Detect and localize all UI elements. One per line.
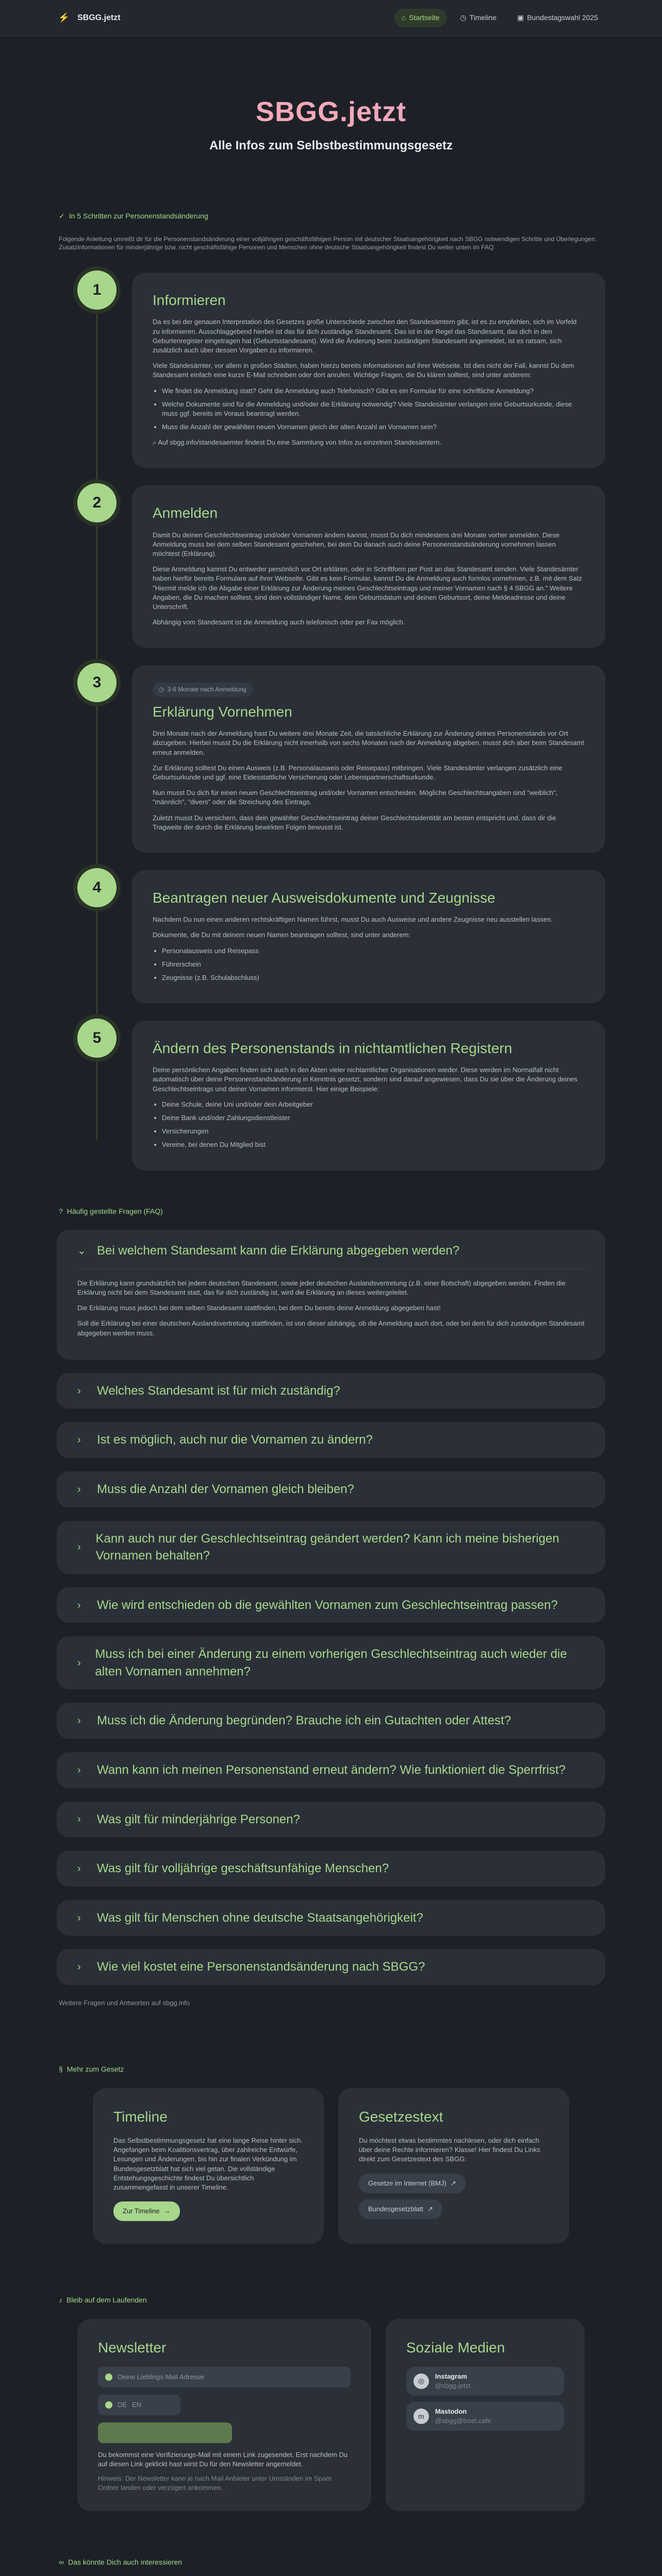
step-title: Anmelden: [153, 505, 218, 521]
time-chip: ◷ 3-6 Monate nach Anmeldung: [153, 683, 253, 697]
interest-section: [57, 2557, 605, 2576]
chevron-right-icon: ›: [77, 1657, 81, 1669]
bgbl-link-button[interactable]: Bundesgesetzblatt ↗: [359, 2199, 442, 2219]
list-item: • Führerschein: [162, 960, 585, 969]
step-text: Drei Monate nach der Anmeldung hast Du weitere drei Monate Zeit, die tatsächliche Erklärung zur Änderung deines Personenstands vor Ort abzugeben. Hierbei musst Du die Erklärung nicht innerhalb von sechs Monaten nach der Anmeldung abgeben, musst dich aber beim Standesamt erneut anmelden.: [153, 730, 584, 756]
step-text: Zuletzt musst Du versichern, dass dein gewählter Geschlechtseintrag deiner Geschlechtsidentität am besten entspricht und, dass dir die Tragweite der durch die Erklärung bewirkten Folgen bewusst ist.: [153, 814, 556, 831]
faq-item[interactable]: [57, 1851, 605, 1887]
step-5: [77, 1021, 605, 1171]
list-item: • Personalausweis und Reisepass: [162, 946, 585, 956]
chevron-right-icon: ›: [77, 1764, 81, 1776]
clock-icon: ◷: [159, 686, 164, 693]
nav-link-startseite[interactable]: ⌂ Startseite: [394, 9, 447, 27]
faq-question: Bei welchem Standesamt kann die Erklärung abgegeben werden?: [97, 1244, 460, 1258]
faq-item[interactable]: [57, 1521, 605, 1574]
tile-text: Du möchtest etwas bestimmtes nachlesen, oder dich einfach über deine Rechte informieren? Klasse! Hier findest Du Links direkt zum Gesetzestext des SBGG:: [359, 2137, 540, 2163]
step-card: [132, 665, 605, 853]
step-4: [77, 870, 605, 1003]
step-card: [132, 273, 605, 468]
faq-question: Was gilt für minderjährige Personen?: [97, 1812, 300, 1826]
list-item: • Vereine, bei denen Du Mitglied bist: [162, 1140, 585, 1149]
step-title: Ändern des Personenstands in nichtamtlichen Registern: [153, 1040, 512, 1057]
step-card: [132, 485, 605, 648]
faq-question: Muss ich bei einer Änderung zu einem vorherigen Geschlechtseintrag auch wieder die alten Vornamen annehmen?: [95, 1647, 567, 1679]
external-link-icon: ↗: [427, 2205, 433, 2213]
step-text: Viele Standesämter, vor allem in großen Städten, haben hierzu bereits Informationen auf ihrer Webseite. Ist dies nicht der Fall, kannst Du dem Standesamt einfach eine kurze E-Mail schreiben oder dort anrufen. Wichtige Fragen, die Du klären solltest, sind unter anderem:: [153, 362, 574, 379]
faq-item[interactable]: [57, 1422, 605, 1458]
step-title: Erklärung Vornehmen: [153, 704, 292, 720]
step-card: [132, 870, 605, 1003]
mastodon-icon: m: [413, 2409, 429, 2424]
newsletter-note: Hinweis: Der Newsletter kann je nach Mail Anbieter unter Umständen im Spam Ordner landen oder verzögert ankommen.: [98, 2475, 332, 2492]
list-item: • Zeugnisse (z.B. Schulabschluss): [162, 973, 585, 982]
chevron-right-icon: ›: [77, 1541, 81, 1553]
question-icon: ?: [59, 1207, 63, 1215]
step-1: [77, 273, 605, 468]
step-text: Zur Erklärung solltest Du einen Ausweis (z.B. Personalausweis oder Reisepass) mitbringen. Viele Standesämter verlangen zusätzlich eine Geburtsurkunde und ggf. eine Eidesstattliche Versicherung oder Lebenspartnerschaftsurkunde.: [153, 764, 562, 782]
nav-link-bundestagswahl[interactable]: ▣ Bundestagswahl 2025: [510, 9, 605, 27]
newsletter-tile: [77, 2319, 371, 2512]
faq-question: Ist es möglich, auch nur die Vornamen zu ändern?: [97, 1433, 373, 1447]
faq-question: Wann kann ich meinen Personenstand erneut ändern? Wie funktioniert die Sperrfrist?: [97, 1763, 566, 1777]
steps-section-title: ✓ In 5 Schritten zur Personenstandsänderung: [59, 211, 605, 222]
step-title: Beantragen neuer Ausweisdokumente und Zeugnisse: [153, 889, 495, 906]
step-text: Damit Du deinen Geschlechtseintrag und/oder Vornamen ändern kannst, musst Du dich mindestens drei Monate vorher anmelden. Diese Anmeldung muss bei dem selben Standesamt geschehen, bei dem Du danach auch deine Personenstandsänderung vornehmen lassen möchtest (Erklärung).: [153, 531, 560, 557]
clock-icon: ◷: [460, 13, 467, 22]
stay-section: [57, 2295, 605, 2512]
list-item: • Welche Dokumente sind für die Anmeldung und/oder die Erklärung notwendig? Viele Standesämter verlangen eine Geburtsurkunde, diese muss ggf. bereits im Voraus beantragt werden.: [162, 400, 585, 418]
timeline-tile: [93, 2088, 324, 2244]
list-item: • Versicherungen: [162, 1127, 585, 1136]
external-link-icon: ↗: [450, 2179, 456, 2187]
step-number: 2: [77, 483, 117, 522]
faq-question: Wie viel kostet eine Personenstandsänderung nach SBGG?: [97, 1960, 425, 1974]
chevron-right-icon: ›: [77, 1814, 81, 1825]
tile-title: Soziale Medien: [406, 2339, 505, 2355]
faq-item[interactable]: [57, 1703, 605, 1739]
faq-question: Was gilt für volljährige geschäftsunfähige Menschen?: [97, 1861, 389, 1876]
faq-question: Wie wird entschieden ob die gewählten Vornamen zum Geschlechtseintrag passen?: [97, 1598, 558, 1612]
tile-title: Gesetzestext: [359, 2108, 443, 2125]
list-item: • Wie findet die Anmeldung statt? Geht die Anmeldung auch Telefonisch? Gibt es ein Formular für eine schriftliche Anmeldung?: [162, 386, 585, 396]
step-text: Diese Anmeldung kannst Du entweder persönlich vor Ort erklären, oder in Schriftform per Post an das Standesamt senden. Viele Standesämter haben hierfür bereits Formulare auf ihrer Webseite. Gibt es kein Formular, kannst Du die Anmeldung auch formlos vornehmen, z.B. mit dem Satz "Hiermit melde ich die Abgabe einer Erklärung zur Änderung meines Geschlechtseintrags und meiner Vornamen nach § 4 SBGG an." Weitere Angaben, die Du machen solltest, sind dein vollständiger Name, dein Geburtsdatum und deinen Geburtsort, deine Meldeadresse und deine Unterschrift.: [153, 565, 582, 611]
step-text: Abhängig vom Standesamt ist die Anmeldung auch telefonisch oder per Fax möglich.: [153, 618, 405, 626]
stay-section-title: ♪ Bleib auf dem Laufenden: [59, 2295, 605, 2306]
faq-section-title: ? Häufig gestellte Fragen (FAQ): [59, 1207, 605, 1217]
faq-question: Welches Standesamt ist für mich zuständig?: [97, 1383, 340, 1398]
faq-item[interactable]: [57, 1802, 605, 1838]
chevron-right-icon: ›: [77, 1863, 81, 1875]
tile-title: Timeline: [113, 2108, 168, 2125]
hero-logo: SBGG.jetzt: [0, 93, 662, 132]
mastodon-link[interactable]: m Mastodon @sbgg@troet.cafe: [406, 2402, 564, 2431]
faq-item-open[interactable]: [57, 1230, 605, 1360]
nav-link-timeline[interactable]: ◷ Timeline: [453, 9, 504, 27]
faq-answer: Soll die Erklärung bei einer deutschen Auslandsvertretung stattfinden, ist von dieser abhängig, ob die Anmeldung auch dort, oder bei dem für dich zuständigen Standesamt abgegeben werden muss.: [77, 1319, 585, 1337]
faq-answer: Die Erklärung muss jedoch bei dem selben Standesamt stattfinden, bei dem Du bereits deine Anmeldung abgegeben hast!: [77, 1304, 441, 1312]
step-text: Nachdem Du nun einen anderen rechtskräftigen Namen führst, musst Du auch Ausweise und andere Zeugnisse neu ausstellen lassen.: [153, 916, 553, 924]
step-3: [77, 665, 605, 853]
faq-more-link[interactable]: Weitere Fragen und Antworten auf sbgg.info: [59, 1999, 190, 2007]
interest-section-title: ∞ Das könnte Dich auch interessieren: [59, 2557, 605, 2568]
faq-item[interactable]: [57, 1373, 605, 1409]
bmj-link-button[interactable]: Gesetze im Internet (BMJ) ↗: [359, 2174, 466, 2193]
paragraph-icon: §: [59, 2065, 63, 2074]
step-title: Informieren: [153, 292, 226, 309]
faq-item[interactable]: [57, 1471, 605, 1507]
instagram-icon: ◎: [413, 2374, 429, 2389]
faq-answer: Die Erklärung kann grundsätzlich bei jedem deutschen Standesamt, sowie jeder deutschen Auslandsvertretung (z.B. einer Botschaft) abgegeben werden. Finden die Erklärung nicht bei dem Standesamt statt, das für dich zuständig ist, wird die Erklärung an dieses weitergeleitet.: [77, 1279, 566, 1296]
email-field[interactable]: Deine Lieblings-Mail Adresse: [98, 2367, 351, 2387]
check-icon: ✓: [59, 212, 65, 220]
chevron-right-icon: ›: [77, 1961, 81, 1973]
lightning-logo-icon[interactable]: ⚡: [58, 12, 70, 23]
faq-question: Muss die Anzahl der Vornamen gleich bleiben?: [97, 1482, 354, 1496]
top-navbar: [0, 0, 662, 36]
step-number: 5: [77, 1019, 117, 1058]
chevron-down-icon: ⌄: [77, 1245, 86, 1257]
step-text: Da es bei der genauen Interpretation des Gesetzes große Unterschiede zwischen den Standesämtern gibt, ist es zu empfehlen, sich im Vorfeld zu informieren. Ausschlaggebend hierbei ist das für dich zuständige Standesamt. Das ist in der Regel das Standesamt, das dich in den Geburtenregister eingetragen hat (Geburtsstandesamt). Wird die Änderung beim zuständigen Standesamt angemeldet, ist es ratsam, sich zusätzlich auch über dessen Vorgaben zu informieren.: [153, 318, 577, 354]
subscribe-button[interactable]: [98, 2422, 232, 2443]
social-tile: [386, 2319, 585, 2512]
chevron-right-icon: ›: [77, 1599, 81, 1611]
chevron-right-icon: ›: [77, 1912, 81, 1924]
gesetzestext-tile: [338, 2088, 569, 2244]
faq-item[interactable]: [57, 1900, 605, 1936]
hero: [0, 36, 662, 211]
faq-question: Was gilt für Menschen ohne deutsche Staatsangehörigkeit?: [97, 1910, 423, 1925]
search-icon: ⌕: [153, 438, 158, 447]
step-text: Nun musst Du dich für einen neuen Geschlechtseintrag und/oder Vornamen entscheiden. Mögliche Geschlechtsangaben sind "weiblich", "männlich", "divers" oder die Streichung des Eintrags.: [153, 789, 558, 806]
step-list: [162, 386, 585, 432]
timeline-button[interactable]: Zur Timeline →: [113, 2201, 180, 2221]
step-footnote: [153, 438, 585, 447]
step-number: 4: [77, 868, 117, 907]
brand-name[interactable]: SBGG.jetzt: [77, 13, 121, 22]
arrow-right-icon: →: [163, 2207, 171, 2215]
step-list: [162, 946, 585, 983]
step-2: [77, 485, 605, 648]
faq-question: Muss ich die Änderung begründen? Brauche ich ein Gutachten oder Attest?: [97, 1714, 511, 1728]
chevron-right-icon: ›: [77, 1385, 81, 1397]
list-item: • Deine Bank und/oder Zahlungsdienstleister: [162, 1113, 585, 1123]
step-list: [162, 1100, 585, 1150]
home-icon: ⌂: [401, 13, 406, 22]
faq-question: Kann auch nur der Geschlechtseintrag geändert werden? Kann ich meine bisherigen Vornamen behalten?: [95, 1531, 559, 1563]
list-item: • Deine Schule, deine Uni und/oder dein Arbeitgeber: [162, 1100, 585, 1109]
faq-item[interactable]: [57, 1587, 605, 1623]
tile-title: Newsletter: [98, 2339, 167, 2355]
law-section: [57, 2064, 605, 2244]
standesaemter-link[interactable]: Auf sbgg.info/standesaemter findest Du eine Sammlung von Infos zu einzelnen Standesämtern.: [158, 438, 442, 447]
tile-text: Du bekommst eine Verifizierungs-Mail mit einem Link zugesendet. Erst nachdem Du auf diesen Link geklickt hast wirst Du für den Newsletter angemeldet.: [98, 2450, 348, 2468]
hero-subtitle: Alle Infos zum Selbstbestimmungsgesetz: [209, 138, 453, 152]
faq-item[interactable]: [57, 1949, 605, 1985]
faq-question-row: [77, 1242, 585, 1269]
faq-item[interactable]: [57, 1636, 605, 1689]
language-toggle[interactable]: DE EN: [98, 2395, 180, 2415]
bell-icon: ♪: [59, 2295, 62, 2304]
step-card: [132, 1021, 605, 1171]
step-text: Dokumente, die Du mit deinem neuen Namen beantragen solltest, sind unter anderem:: [153, 931, 411, 939]
law-section-title: § Mehr zum Gesetz: [59, 2064, 605, 2075]
list-item: • Muss die Anzahl der gewählten neuen Vornamen gleich der alten Anzahl an Vornamen sein?: [162, 422, 585, 432]
step-text: Deine persönlichen Angaben finden sich auch in den Akten vieler nichtamtlicher Organisationen wieder. Diese werden im Normalfall nicht automatisch über deine Personenstandsänderung in Kenntnis gesetzt, sondern sind darauf angewiesen, dass Du sie über die Änderung deines Geschlechtseintrags und deiner Vornamen informierst. Hier einige Beispiele:: [153, 1066, 577, 1093]
chevron-right-icon: ›: [77, 1434, 81, 1446]
mail-icon: [105, 2374, 112, 2381]
chevron-right-icon: ›: [77, 1483, 81, 1495]
chevron-right-icon: ›: [77, 1715, 81, 1727]
faq-section: [57, 1207, 605, 2008]
tile-text: Das Selbstbestimmungsgesetz hat eine lange Reise hinter sich. Angefangen beim Koalitionsvertrag, über zahlreiche Entwürfe, Lesungen und Änderungen, bis hin zur finalen Verkündung im Bundesgesetzblatt hat sich viel getan. Die vollständige Entstehungsgeschichte findest Du übersichtlich zusammengefasst in unserer Timeline.: [113, 2137, 303, 2191]
ballot-icon: ▣: [517, 13, 524, 22]
link-icon: ∞: [59, 2558, 64, 2567]
instagram-link[interactable]: ◎ Instagram @sbgg.jetzt: [406, 2367, 564, 2396]
step-number: 1: [77, 270, 117, 310]
steps-list: [57, 273, 605, 1170]
faq-item[interactable]: [57, 1752, 605, 1788]
radio-icon: [105, 2401, 112, 2409]
steps-intro: Folgende Anleitung umreißt dir für die Personenstandsänderung einer volljährigen geschäftsfähigen Person mit deutscher Staatsangehörigkeit nach SBGG notwendigen Schritte und Überlegungen. Zusatzinformationen für minderjährige bzw. nicht geschäftsfähige Personen und Menschen ohne deutsche Staatsangehörigkeit findest Du weiter unten im FAQ.: [59, 235, 597, 251]
step-number: 3: [77, 663, 117, 702]
